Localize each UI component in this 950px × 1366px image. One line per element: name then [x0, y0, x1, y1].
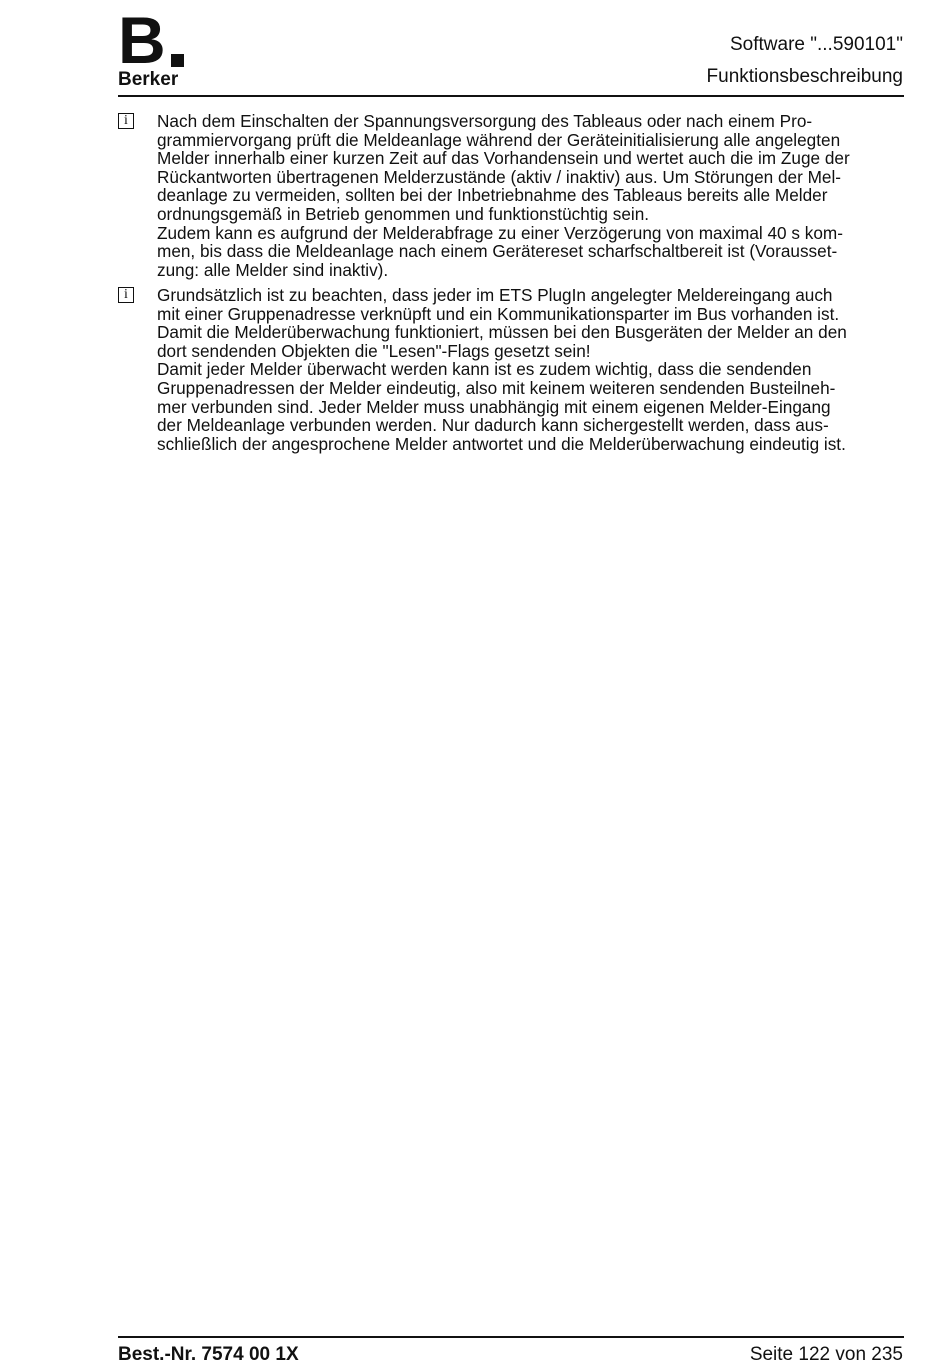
text-line: dort sendenden Objekten die "Lesen"-Flags gesetzt sein! — [157, 340, 591, 361]
text-line: Nach dem Einschalten der Spannungsversorgung des Tableaus oder nach einem Pro- — [157, 111, 813, 131]
section-title: Funktionsbeschreibung — [706, 66, 903, 87]
page-number: Seite 122 von 235 — [749, 1344, 903, 1365]
text-line: deanlage zu vermeiden, sollten bei der Inbetriebnahme des Tableaus bereits alle Melder — [157, 185, 828, 206]
text-line: Damit die Melderüberwachung funktioniert, müssen bei den Busgeräten der Melder an den — [157, 322, 847, 343]
text-line: men, bis dass die Meldeanlage nach einem Gerätereset scharfschaltbereit ist (Vorausset- — [157, 241, 838, 262]
berker-logo — [118, 3, 198, 90]
text-line: grammiervorgang prüft die Meldeanlage während der Geräteinitialisierung alle angelegten — [157, 129, 841, 150]
info-icon: i — [118, 113, 134, 129]
text-line: Damit jeder Melder überwacht werden kann ist es zudem wichtig, dass die sendenden — [157, 359, 812, 380]
text-line: schließlich der angesprochene Melder antwortet und die Melderüberwachung eindeutig ist. — [157, 433, 846, 454]
info-icon: i — [118, 287, 134, 303]
text-line: der Meldeanlage verbunden werden. Nur dadurch kann sichergestellt werden, dass aus- — [157, 415, 829, 436]
text-line: mit einer Gruppenadresse verknüpft und ein Kommunikationsparter im Bus vorhanden ist. — [157, 303, 840, 324]
software-title: Software "...590101" — [730, 34, 903, 55]
note-text — [157, 112, 904, 279]
header-divider — [118, 95, 904, 97]
text-line: Gruppenadressen der Melder eindeutig, also mit keinem weiteren sendenden Busteilneh- — [157, 377, 836, 398]
text-line: zung: alle Melder sind inaktiv). — [157, 259, 389, 280]
brand-name: Berker — [118, 69, 179, 90]
text-line: ordnungsgemäß in Betrieb genommen und funktionstüchtig sein. — [157, 203, 650, 224]
text-line: Grundsätzlich ist zu beachten, dass jeder im ETS PlugIn angelegter Meldereingang auch — [157, 285, 833, 305]
text-line: Zudem kann es aufgrund der Melderabfrage zu einer Verzögerung von maximal 40 s kom- — [157, 222, 843, 243]
text-line: Rückantworten übertragenen Melderzustände (aktiv / inaktiv) aus. Um Störungen der Mel- — [157, 166, 842, 187]
note-text — [157, 286, 904, 453]
footer-divider — [118, 1336, 904, 1338]
order-number: Best.-Nr. 7574 00 1X — [118, 1344, 299, 1365]
logo-letter: B — [118, 3, 164, 77]
logo-dot — [171, 54, 184, 67]
text-line: Melder innerhalb einer kurzen Zeit auf das Vorhandensein und wertet auch die im Zuge der — [157, 148, 850, 169]
text-line: mer verbunden sind. Jeder Melder muss unabhängig mit einem eigenen Melder-Eingang — [157, 396, 831, 417]
